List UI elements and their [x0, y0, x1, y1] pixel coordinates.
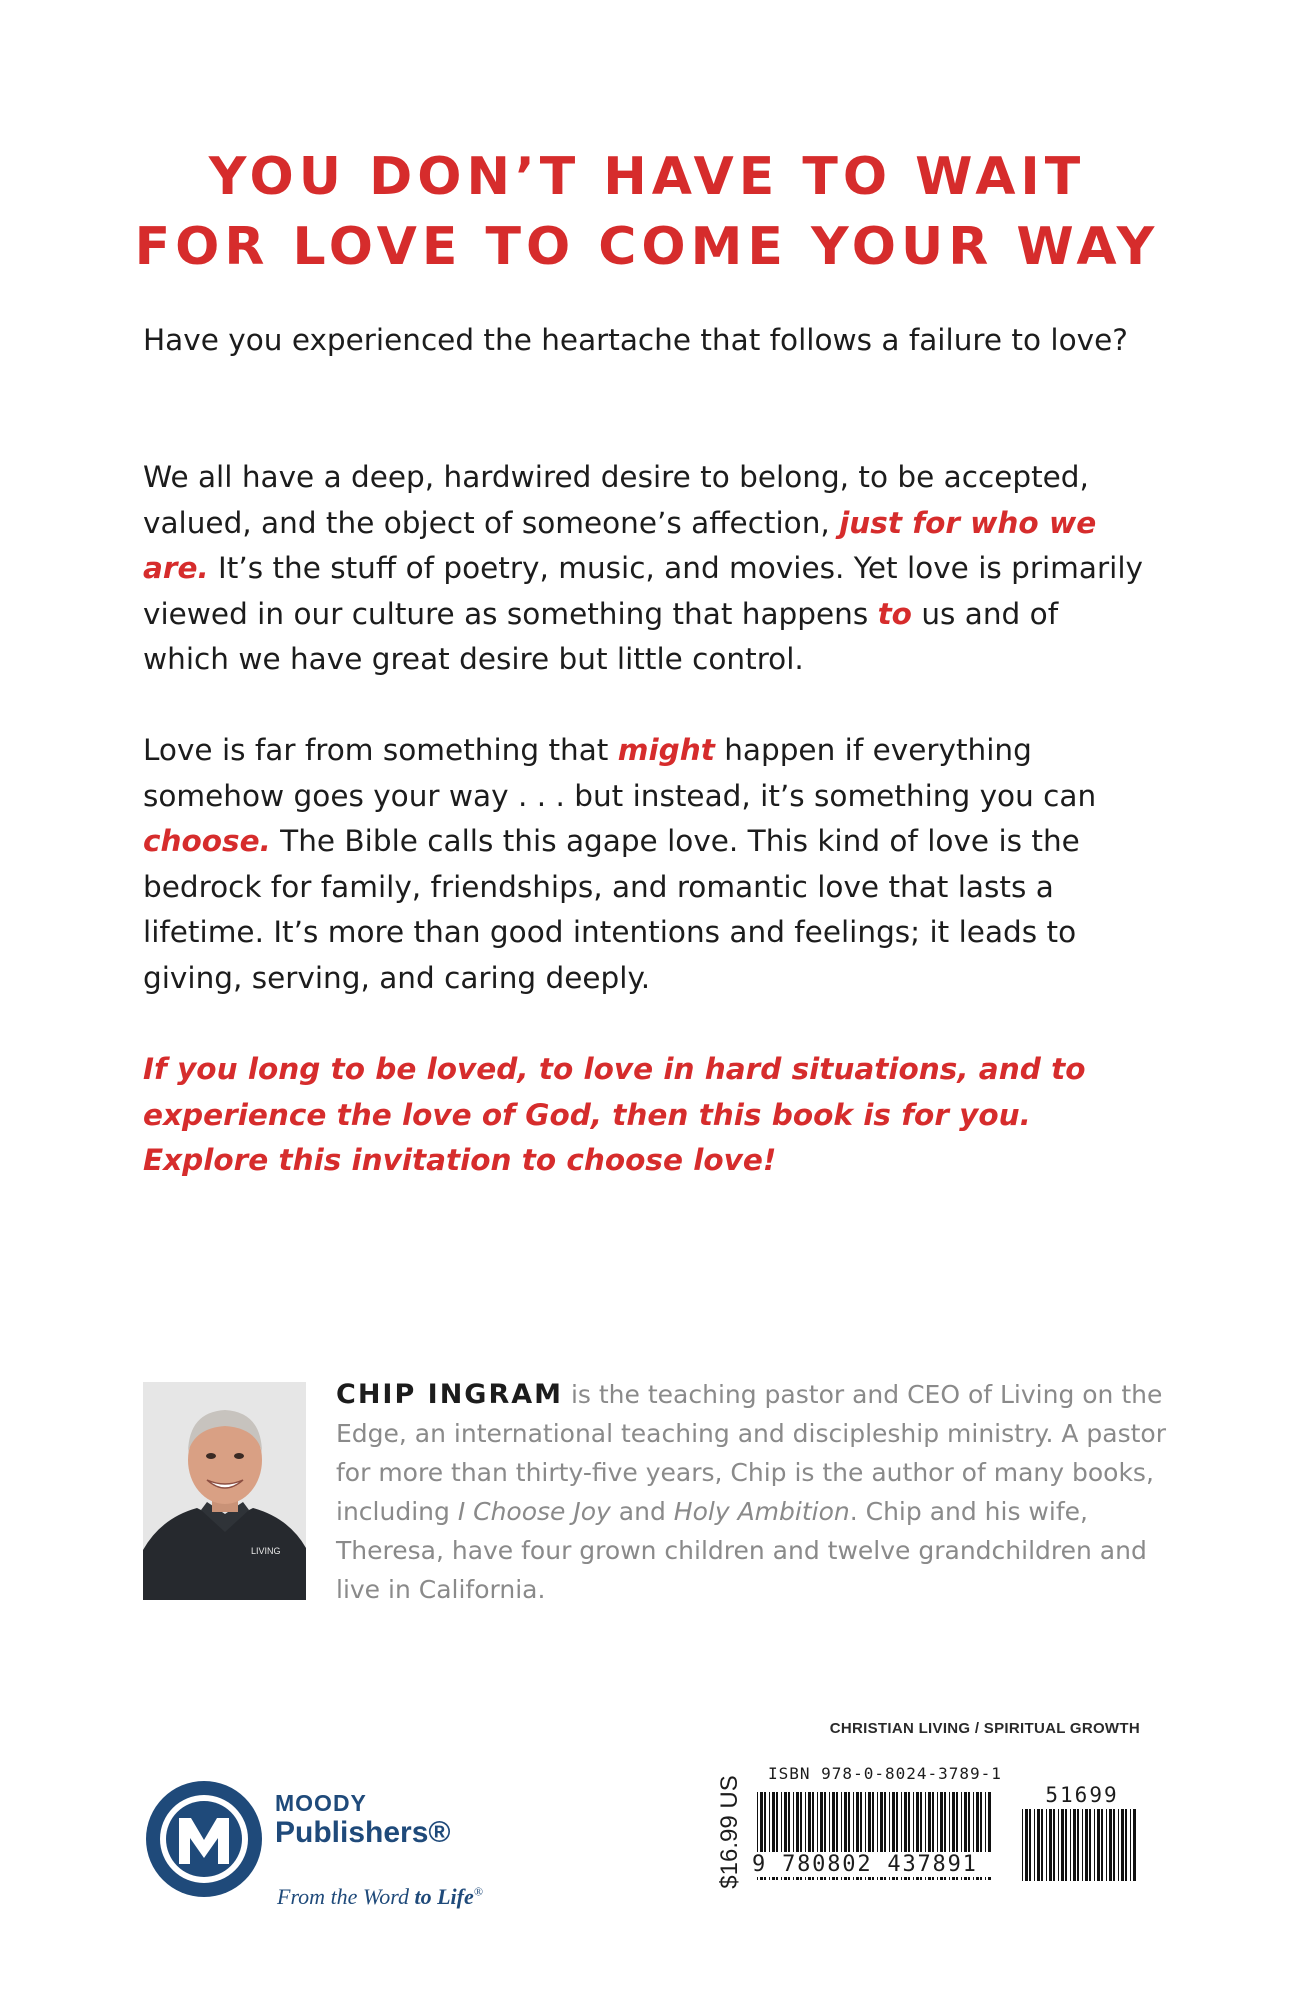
invitation-text: If you long to be loved, to love in hard situations, and to experience the love of God, then this book is for you. Explore this invitation to choose love! [143, 1052, 1086, 1177]
tagline-registered-mark: ® [473, 1884, 483, 1899]
author-photo [143, 1382, 306, 1600]
tagline-text-1: From the Word [277, 1884, 415, 1909]
emphasis-just-for-who-we-are: just for who we are. [143, 505, 1097, 585]
bio-text-1: is the teaching pastor and CEO of Living on the Edge, an international teaching and discipleship ministry. A pastor for more than thirty-five years, Chip is the author of many books, including [336, 1380, 1166, 1526]
emphasis-might: might [617, 733, 715, 767]
desire-text-1: We all have a deep, hardwired desire to belong, to be accepted, valued, and the object of someone’s affection, [143, 460, 1089, 540]
author-bio [336, 1375, 1166, 1609]
emphasis-choose: choose. [143, 824, 271, 858]
tagline-text-2: to Life [414, 1884, 474, 1909]
author-portrait-image [143, 1382, 306, 1600]
author-name: CHIP INGRAM [336, 1379, 564, 1410]
choice-text-1: Love is far from something that [143, 733, 618, 767]
desire-paragraph [143, 455, 1153, 683]
choice-text-2: happen if everything somehow goes your way . . . but instead, it’s something you can [143, 733, 1097, 813]
price-text: $16.99 US [716, 1775, 743, 1889]
addon-number: 51699 [1045, 1783, 1119, 1807]
book-title-i-choose-joy: I Choose Joy [457, 1497, 611, 1526]
emphasis-to: to [877, 596, 912, 631]
bio-text-3: . Chip and his wife, Theresa, have four grown children and twelve grandchildren and live in California. [336, 1497, 1147, 1604]
choice-paragraph [143, 728, 1153, 1001]
addon-barcode [1020, 1809, 1140, 1881]
shirt-logo-text: LIVING [251, 1546, 281, 1556]
price-label [708, 1772, 752, 1892]
intro-paragraph [143, 318, 1153, 364]
publisher-name-line-1: MOODY [275, 1790, 367, 1816]
publisher-name-line-2: Publishers® [275, 1816, 451, 1849]
intro-question: Have you experienced the heartache that follows a failure to love? [143, 323, 1128, 357]
bio-text-2: and [610, 1497, 674, 1526]
choice-text-3: The Bible calls this agape love. This kind of love is the bedrock for family, friendships, and romantic love that lasts a lifetime. It’s more than good intentions and feelings; it leads to giving, serving, and caring deeply. [143, 824, 1080, 995]
barcode-digits: 9 780802 437891 [752, 1852, 992, 1877]
headline-line-2: FOR LOVE TO COME YOUR WAY [134, 217, 1160, 277]
publisher-tagline [277, 1884, 483, 1910]
back-cover-headline [0, 142, 1294, 282]
invitation-paragraph [143, 1047, 1153, 1184]
book-title-holy-ambition: Holy Ambition [673, 1497, 850, 1526]
moody-logo-icon [143, 1778, 265, 1904]
category-label: CHRISTIAN LIVING / SPIRITUAL GROWTH [829, 1720, 1140, 1737]
desire-text-3: us and of which we have great desire but little control. [143, 596, 1059, 676]
desire-text-2: It’s the stuff of poetry, music, and movies. Yet love is primarily viewed in our culture as something that happens [143, 551, 1143, 631]
isbn-label: ISBN 978-0-8024-3789-1 [768, 1764, 1002, 1783]
headline-line-1: YOU DON’T HAVE TO WAIT [208, 147, 1086, 207]
